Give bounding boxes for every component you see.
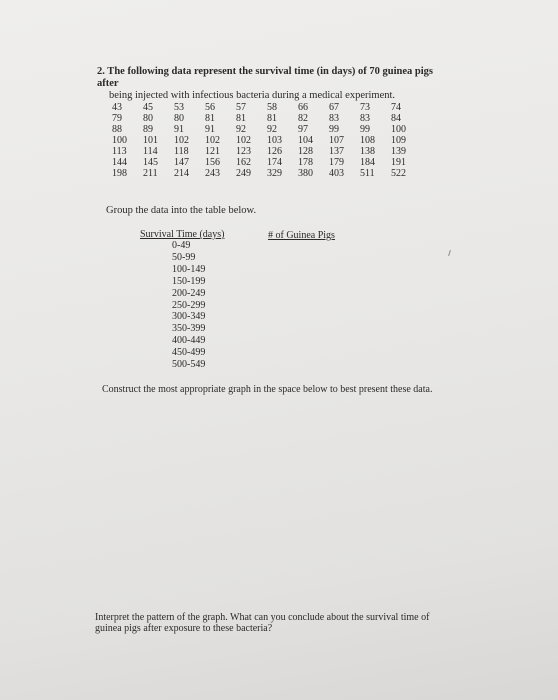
data-cell: 101	[143, 135, 158, 146]
data-cell: 114	[143, 146, 158, 157]
data-cell: 104	[298, 135, 313, 146]
data-cell: 84	[391, 113, 401, 124]
data-cell: 103	[267, 135, 282, 146]
data-cell: 184	[360, 157, 375, 168]
data-cell: 99	[329, 124, 339, 135]
data-cell: 43	[112, 102, 122, 113]
data-row	[112, 157, 422, 168]
data-cell: 97	[298, 124, 308, 135]
survival-range-list	[172, 240, 205, 371]
data-cell: 144	[112, 157, 127, 168]
data-cell: 56	[205, 102, 215, 113]
data-cell: 57	[236, 102, 246, 113]
data-cell: 511	[360, 168, 375, 179]
data-cell: 118	[174, 146, 189, 157]
data-cell: 66	[298, 102, 308, 113]
range-item: 400-449	[172, 335, 206, 347]
data-cell: 99	[360, 124, 370, 135]
range-item: 350-399	[172, 323, 206, 335]
data-cell: 45	[143, 102, 153, 113]
data-cell: 329	[267, 168, 282, 179]
data-cell: 102	[236, 135, 251, 146]
data-cell: 147	[174, 157, 189, 168]
range-item: 150-199	[172, 275, 206, 287]
data-cell: 243	[205, 168, 220, 179]
data-cell: 73	[360, 102, 370, 113]
question-line-1: 2. The following data represent the survival time (in days) of 70 guinea pigs after	[97, 66, 434, 89]
data-cell: 107	[329, 135, 344, 146]
data-cell: 91	[205, 124, 215, 135]
data-cell: 156	[205, 157, 220, 168]
data-cell: 79	[112, 113, 122, 124]
data-cell: 53	[174, 102, 184, 113]
data-cell: 249	[236, 168, 251, 179]
data-cell: 162	[236, 157, 251, 168]
data-cell: 67	[329, 102, 339, 113]
data-cell: 403	[329, 168, 344, 179]
guinea-pigs-header: # of Guinea Pigs	[268, 230, 335, 241]
construct-graph-prompt: Construct the most appropriate graph in the space below to best present these data.	[102, 384, 433, 395]
data-cell: 58	[267, 102, 277, 113]
data-cell: 174	[267, 157, 282, 168]
data-cell: 102	[174, 135, 189, 146]
range-item: 500-549	[172, 359, 206, 371]
group-instruction: Group the data into the table below.	[106, 205, 257, 216]
data-cell: 91	[174, 124, 184, 135]
data-cell: 128	[298, 146, 313, 157]
survival-data-table	[112, 102, 422, 179]
data-row	[112, 146, 422, 157]
data-cell: 109	[391, 135, 406, 146]
data-row	[112, 102, 422, 113]
question-prompt	[97, 66, 457, 102]
data-cell: 102	[205, 135, 220, 146]
data-cell: 121	[205, 146, 220, 157]
question-line-2: being injected with infectious bacteria during a medical experiment.	[109, 90, 396, 101]
data-cell: 82	[298, 113, 308, 124]
range-item: 100-149	[172, 263, 206, 275]
data-cell: 80	[143, 113, 153, 124]
data-cell: 100	[112, 135, 127, 146]
data-cell: 380	[298, 168, 313, 179]
data-cell: 113	[112, 146, 127, 157]
interpret-graph-prompt: Interpret the pattern of the graph. What can you conclude about the survival time of guinea pigs after exposure to these bacteria?	[95, 612, 430, 634]
pencil-mark	[448, 250, 451, 256]
data-cell: 138	[360, 146, 375, 157]
data-cell: 89	[143, 124, 153, 135]
range-item: 250-299	[172, 299, 206, 311]
data-cell: 179	[329, 157, 344, 168]
data-cell: 74	[391, 102, 401, 113]
data-cell: 123	[236, 146, 251, 157]
data-cell: 178	[298, 157, 313, 168]
data-cell: 139	[391, 146, 406, 157]
survival-time-header: Survival Time (days)	[140, 229, 225, 240]
data-cell: 92	[236, 124, 246, 135]
data-cell: 126	[267, 146, 282, 157]
data-cell: 81	[236, 113, 246, 124]
data-row	[112, 124, 422, 135]
data-row	[112, 113, 422, 124]
data-cell: 191	[391, 157, 406, 168]
data-cell: 83	[329, 113, 339, 124]
data-cell: 211	[143, 168, 158, 179]
range-item: 50-99	[172, 251, 196, 263]
range-item: 450-499	[172, 347, 206, 359]
data-cell: 92	[267, 124, 277, 135]
range-item: 0-49	[172, 240, 191, 251]
data-cell: 522	[391, 168, 406, 179]
range-item: 200-249	[172, 287, 206, 299]
data-cell: 198	[112, 168, 127, 179]
data-cell: 81	[205, 113, 215, 124]
data-cell: 81	[267, 113, 277, 124]
data-cell: 83	[360, 113, 370, 124]
data-cell: 137	[329, 146, 344, 157]
data-row	[112, 135, 422, 146]
data-cell: 108	[360, 135, 375, 146]
data-row	[112, 168, 422, 179]
data-cell: 80	[174, 113, 184, 124]
data-cell: 100	[391, 124, 406, 135]
data-cell: 145	[143, 157, 158, 168]
data-cell: 88	[112, 124, 122, 135]
range-item: 300-349	[172, 311, 206, 323]
data-cell: 214	[174, 168, 189, 179]
